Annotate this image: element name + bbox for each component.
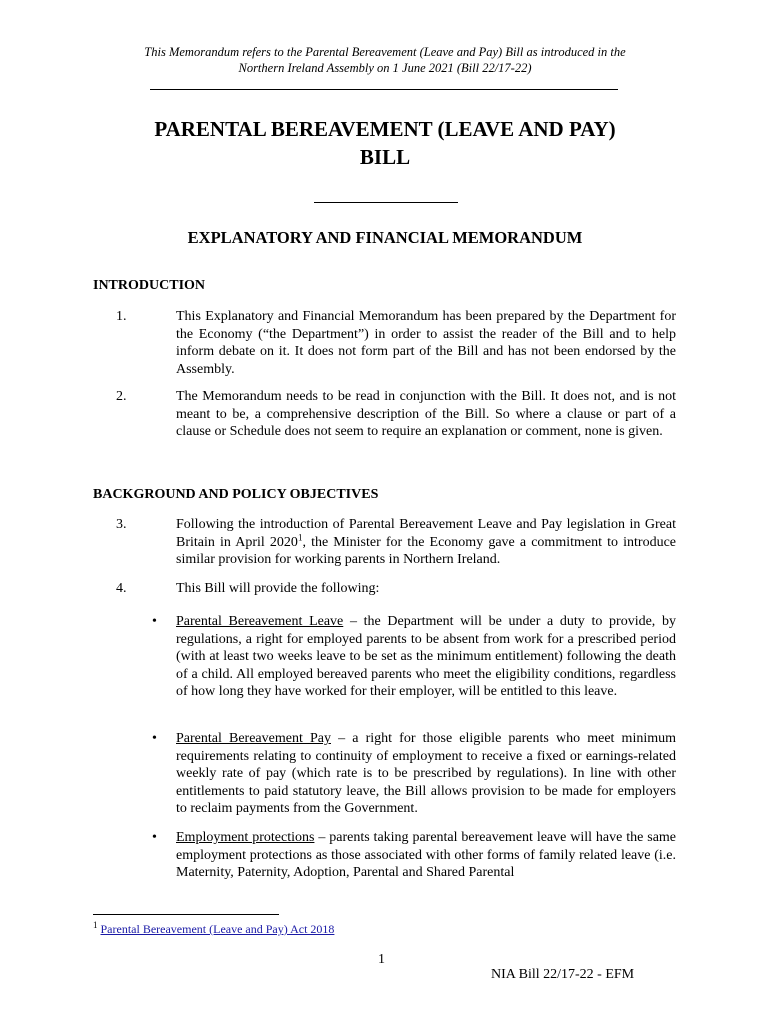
bullet-leave-text <box>176 613 676 701</box>
bullet-pay-text <box>176 730 676 818</box>
paragraph-3-text-before: Following the introduction of Parental Bereavement Leave and Pay legislation in Great Britain in April 2020 <box>176 517 676 550</box>
bullet-protections-text <box>176 829 676 882</box>
page-number: 1 <box>378 952 385 967</box>
footnote-reference[interactable]: 1 <box>297 531 303 542</box>
paragraph-3-text <box>176 516 676 569</box>
bullet-leave-term: Parental Bereavement Leave <box>176 614 344 629</box>
footnote <box>93 922 334 937</box>
background-heading: BACKGROUND AND POLICY OBJECTIVES <box>93 487 379 502</box>
bullet-icon: • <box>152 731 157 746</box>
bullet-pay-description: – a right for those eligible parents who meet minimum requirements relating to continuity of employment to receive a fixed or earnings-related weekly rate of pay (which rate is to be prescribed by regulations). In line with other entitlements to paid statutory leave, the Bill allows provision to be made for employers to reclaim payments from the Government. <box>176 731 676 817</box>
document-subtitle: EXPLANATORY AND FINANCIAL MEMORANDUM <box>187 228 583 247</box>
footnote-marker: 1 <box>93 920 98 930</box>
header-divider <box>150 89 618 90</box>
bullet-leave-description: – the Department will be under a duty to provide, by regulations, a right for employed parents to be absent from work for a prescribed period (with at least two weeks leave to be set as the minimum entitlement) following the death of a child. All employed bereaved parents who meet the eligibility conditions, regardless of how long they have worked for their employer, will be entitled to this leave. <box>176 614 676 700</box>
title-divider <box>314 202 458 203</box>
title-line-1: PARENTAL BEREAVEMENT (LEAVE AND PAY) <box>154 117 616 141</box>
footnote-link[interactable]: Parental Bereavement (Leave and Pay) Act 2018 <box>100 922 335 936</box>
paragraph-3-number: 3. <box>116 517 127 532</box>
document-reference: NIA Bill 22/17-22 - EFM <box>491 967 635 982</box>
header-note-line-2: Northern Ireland Assembly on 1 June 2021 (Bill 22/17-22) <box>238 61 532 75</box>
paragraph-2-number: 2. <box>116 389 127 404</box>
header-note-line-1: This Memorandum refers to the Parental Bereavement (Leave and Pay) Bill as introduced in the <box>144 45 626 59</box>
bullet-icon: • <box>152 614 157 629</box>
bullet-icon: • <box>152 830 157 845</box>
paragraph-3-text-after: , the Minister for the Economy gave a commitment to introduce similar provision for working parents in Northern Ireland. <box>176 534 676 568</box>
paragraph-1-text: This Explanatory and Financial Memorandum has been prepared by the Department for the Economy (“the Department”) in order to assist the reader of the Bill and to help inform debate on it. It does not form part of the Bill and has not been endorsed by the Assembly. <box>176 309 676 377</box>
title-line-2: BILL <box>359 145 411 169</box>
page-title <box>60 115 710 171</box>
paragraph-2-text: The Memorandum needs to be read in conjunction with the Bill. It does not, and is not meant to be, a comprehensive description of the Bill. So where a clause or part of a clause or Schedule does not seem to require an explanation or comment, none is given. <box>176 389 676 440</box>
bullet-protections-term: Employment protections <box>176 830 315 845</box>
paragraph-4-number: 4. <box>116 581 127 596</box>
bullet-protections-description: – parents taking parental bereavement leave will have the same employment protections as those associated with other forms of family related leave (i.e. Maternity, Paternity, Adoption, Parental and Shared Parental <box>176 830 677 881</box>
footnote-divider <box>93 914 279 915</box>
bullet-pay-term: Parental Bereavement Pay <box>176 731 331 746</box>
paragraph-4-text: This Bill will provide the following: <box>176 581 380 596</box>
header-note <box>60 44 710 76</box>
introduction-heading: INTRODUCTION <box>93 278 206 293</box>
paragraph-1-number: 1. <box>116 309 127 324</box>
